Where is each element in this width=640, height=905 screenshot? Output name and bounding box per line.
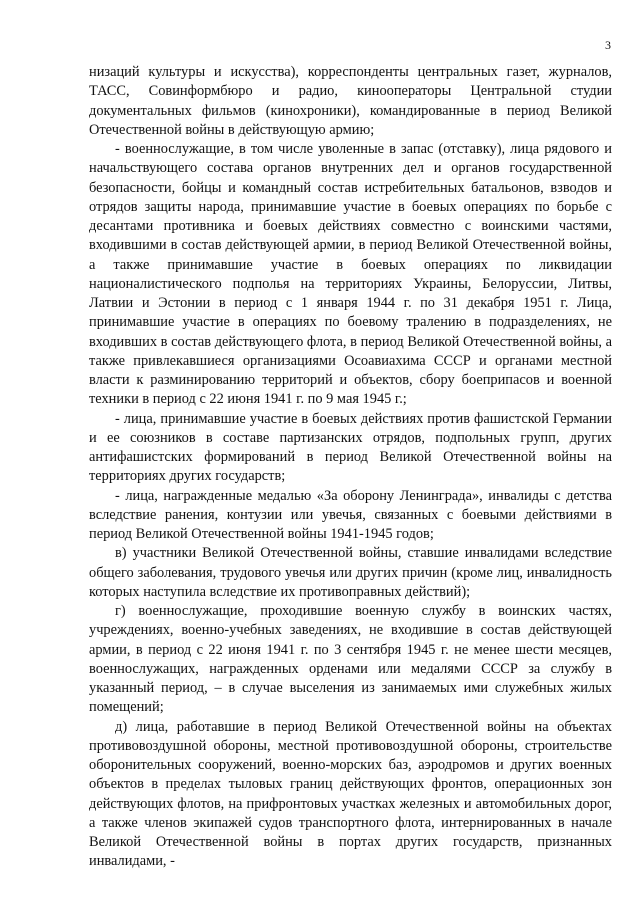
- paragraph-leningrad-medal: - лица, награжденные медалью «За оборону Ленинграда», инвалиды с детства вследствие ранения, контузии или увечья, связанных с боевыми действиями в период Великой Отечественной войны 1941-1945 годов;: [89, 487, 612, 542]
- paragraph-item-v: в) участники Великой Отечественной войны, ставшие инвалидами вследствие общего заболевания, трудового увечья или других причин (кроме лиц, инвалидность которых наступила вследствие их противоправных действий);: [89, 545, 612, 600]
- paragraph-partisans: - лица, принимавшие участие в боевых действиях против фашистской Германии и ее союзников в составе партизанских отрядов, подпольных групп, других антифашистских формирований в период Великой Отечественной войны на территориях других государств;: [89, 410, 612, 485]
- page-number: 3: [605, 38, 611, 52]
- body-text: [89, 63, 612, 872]
- paragraph-continuation: низаций культуры и искусства), корреспонденты центральных газет, журналов, ТАСС, Совинформбюро и радио, кинооператоры Центральной студии документальных фильмов (кинохроники), командированные в период Великой Отечественной войны в действующую армию;: [89, 64, 612, 138]
- paragraph-item-g: г) военнослужащие, проходившие военную службу в воинских частях, учреждениях, военно-учебных заведениях, не входившие в состав действующей армии, в период с 22 июня 1941 г. по 3 сентября 1945 г. не менее шести месяцев, военнослужащих, награжденных орденами или медалями СССР за службу в указанный период, – в случае выселения из занимаемых ими служебных жилых помещений;: [89, 603, 612, 716]
- paragraph-military-personnel: - военнослужащие, в том числе уволенные в запас (отставку), лица рядового и начальствующего состава органов внутренних дел и органов государственной безопасности, бойцы и командный состав истребительных батальонов, взводов и отрядов защиты народа, принимавшие участие в боевых операциях по борьбе с десантами противника и боевых действиях совместно с воинскими частями, входившими в состав действующей армии, в период Великой Отечественной войны, а также принимавшие участие в боевых операциях по ликвидации националистического подполья на территориях Украины, Белоруссии, Литвы, Латвии и Эстонии в период с 1 января 1944 г. по 31 декабря 1951 г. Лица, принимавшие участие в операциях по боевому тралению в подразделениях, не входивших в состав действующего флота, в период Великой Отечественной войны, а также привлекавшиеся организациями Осоавиахима СССР и органами местной власти к разминированию территорий и объектов, сбору боеприпасов и военной техники в период с 22 июня 1941 г. по 9 мая 1945 г.;: [89, 141, 612, 408]
- paragraph-item-d: д) лица, работавшие в период Великой Отечественной войны на объектах противовоздушной обороны, местной противовоздушной обороны, строительстве оборонительных сооружений, военно-морских баз, аэродромов и других военных объектов в пределах тыловых границ действующих фронтов, операционных зон действующих флотов, на прифронтовых участках железных и автомобильных дорог, а также членов экипажей судов транспортного флота, интернированных в начале Великой Отечественной войны в портах других государств, признанных инвалидами, -: [89, 718, 612, 870]
